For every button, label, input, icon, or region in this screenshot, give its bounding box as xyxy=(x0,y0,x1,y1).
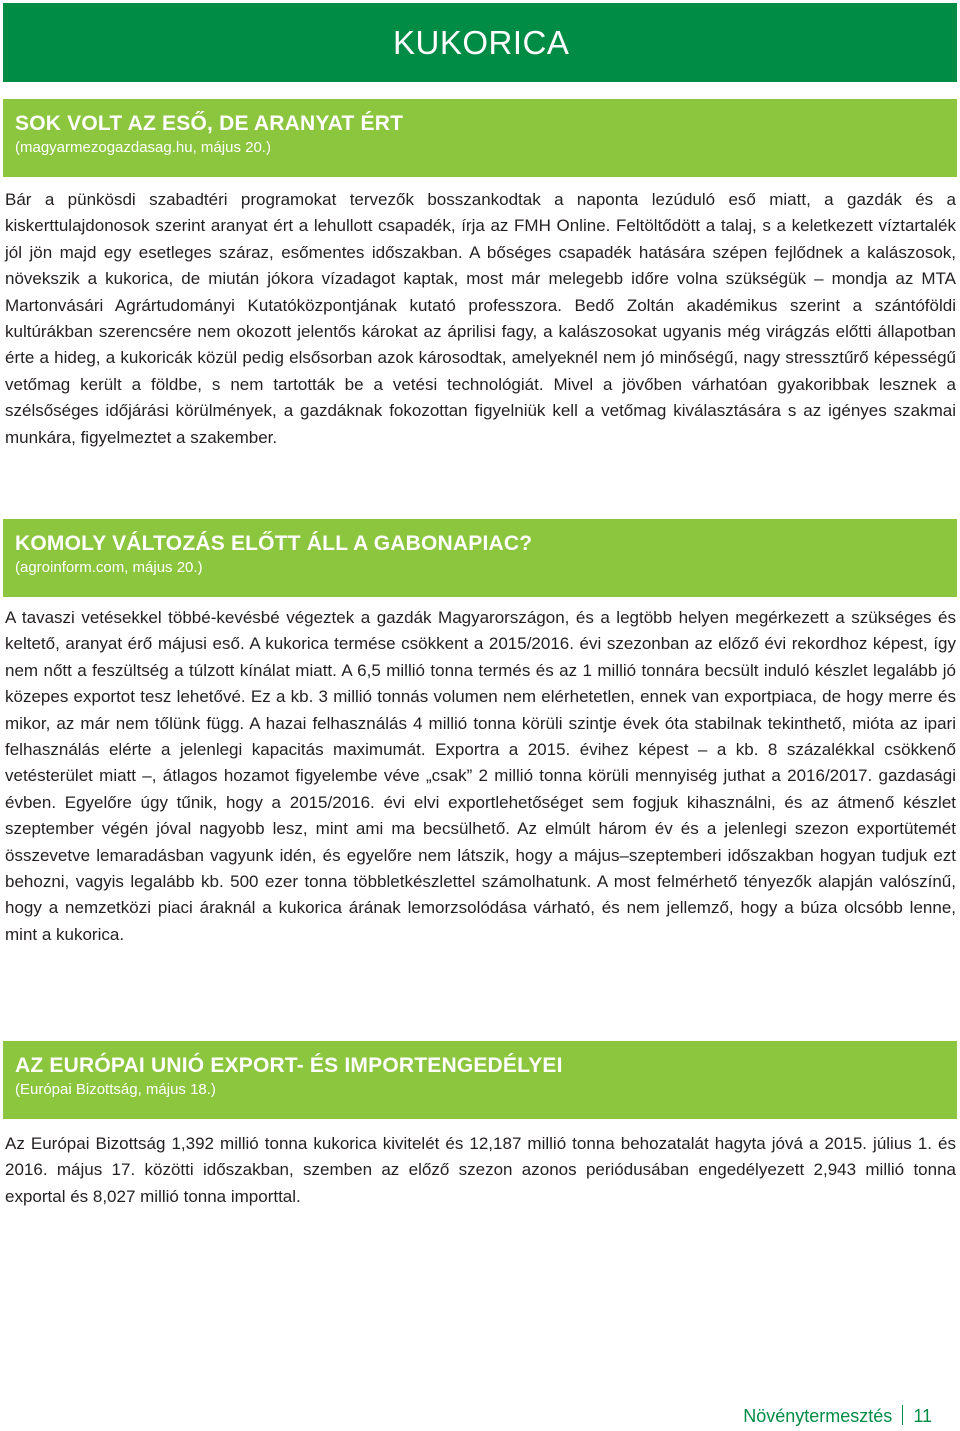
footer-divider xyxy=(902,1405,903,1425)
section-2-header xyxy=(3,519,957,597)
section-1-header xyxy=(3,99,957,177)
section-2-source: (agroinform.com, május 20.) xyxy=(15,559,203,576)
section-1-title: SOK VOLT AZ ESŐ, DE ARANYAT ÉRT xyxy=(15,112,404,135)
section-3-body: Az Európai Bizottság 1,392 millió tonna kukorica kivitelét és 12,187 millió tonna behozatalát hagyta jóvá a 2015. július 1. és 2016. május 17. közötti időszakban, szemben az előző szezon azonos periódusában engedélyezett 2,943 millió tonna exportal és 8,027 millió tonna importtal. xyxy=(5,1134,956,1206)
section-3-header xyxy=(3,1041,957,1119)
section-2-title: KOMOLY VÁLTOZÁS ELŐTT ÁLL A GABONAPIAC? xyxy=(15,532,533,555)
section-2-body: A tavaszi vetésekkel többé-kevésbé végeztek a gazdák Magyarországon, és a legtöbb helyen megérkezett a szükséges és keltető, aranyat érő májusi eső. A kukorica termése csökkent a 2015/2016. évi szezonban az előző évi rekordhoz képest, így nem nőtt a feszültség a túlzott kínálat miatt. A 6,5 millió tonna termés és az 1 millió tonnára becsült induló készlet legalább jó közepes exportot tesz lehetővé. Ez a kb. 3 millió tonnás volumen nem elérhetetlen, ennek van exportpiaca, de hogy merre és mikor, az már nem tőlünk függ. A hazai felhasználás 4 millió tonna körüli szintje évek óta stabilnak tekinthető, mióta az ipari felhasználás elérte a jelenlegi kapacitás maximumát. Exportra a 2015. évihez képest – a kb. 8 százalékkal csökkenő vetésterület miatt –, átlagos hozamot figyelembe véve „csak” 2 millió tonna körüli mennyiség juthat a 2016/2017. gazdasági évben. Egyelőre úgy tűnik, hogy a 2015/2016. évi elvi exportlehetőséget sem fogjuk kihasználni, és az átmenő készlet szeptember végén jóval nagyobb lesz, mint ami ma becsülhető. Az elmúlt három év és a jelenlegi szezon exportütemét összevetve lemaradásban vagyunk idén, és egyelőre nem látszik, hogy a május–szeptemberi időszakban hogyan tudjuk ezt behozni, vagyis legalább kb. 500 ezer tonna többletkészlettel számolhatunk. A most felmérhető tényezők alapján valószínű, hogy a nemzetközi piaci áraknál a kukorica árának lemorzsolódása várható, és nem jellemző, hogy a búza olcsóbb lenne, mint a kukorica. xyxy=(5,608,956,944)
page-number: 11 xyxy=(913,1406,932,1426)
page-footer xyxy=(743,1404,932,1428)
section-1-body: Bár a pünkösdi szabadtéri programokat tervezők bosszankodtak a naponta lezúduló eső miatt, a gazdák és a kiskerttulajdonosok szerint aranyat ért a lehullott csapadék, írja az FMH Online. Feltöltődött a talaj, s a keletkezett víztartalék jól jön majd egy esetleges száraz, esőmentes időszakban. A bőséges csapadék hatására szépen fejlődnek a kalászosok, növekszik a kukorica, de miután jókora vízadagot kaptak, most már melegebb időre volna szükségük – mondja az MTA Martonvásári Agrártudományi Kutatóközpontjának kutató professzora. Bedő Zoltán akadémikus szerint a szántóföldi kultúrákban szerencsére nem okozott jelentős károkat az áprilisi fagy, a kalászosokat ugyanis még virágzás előtti állapotban érte a hideg, a kukoricák közül pedig elsősorban azok károsodtak, amelyeknél nem jó minőségű, nagy stressztűrő képességű vetőmag került a földbe, s nem tartották be a vetési technológiát. Mivel a jövőben várhatóan gyakoribbak lesznek a szélsőséges időjárási körülmények, a gazdáknak fokozottan figyelniük kell a vetőmag kiválasztására s az igényes szakmai munkára, figyelmeztet a szakember. xyxy=(5,190,956,447)
section-3-source: (Európai Bizottság, május 18.) xyxy=(15,1081,216,1098)
section-3-title: AZ EURÓPAI UNIÓ EXPORT- ÉS IMPORTENGEDÉLYEI xyxy=(15,1054,563,1077)
footer-section-name: Növénytermesztés xyxy=(743,1406,893,1426)
page-header xyxy=(3,3,957,82)
section-1-source: (magyarmezogazdasag.hu, május 20.) xyxy=(15,139,271,156)
page-title: KUKORICA xyxy=(393,24,570,61)
